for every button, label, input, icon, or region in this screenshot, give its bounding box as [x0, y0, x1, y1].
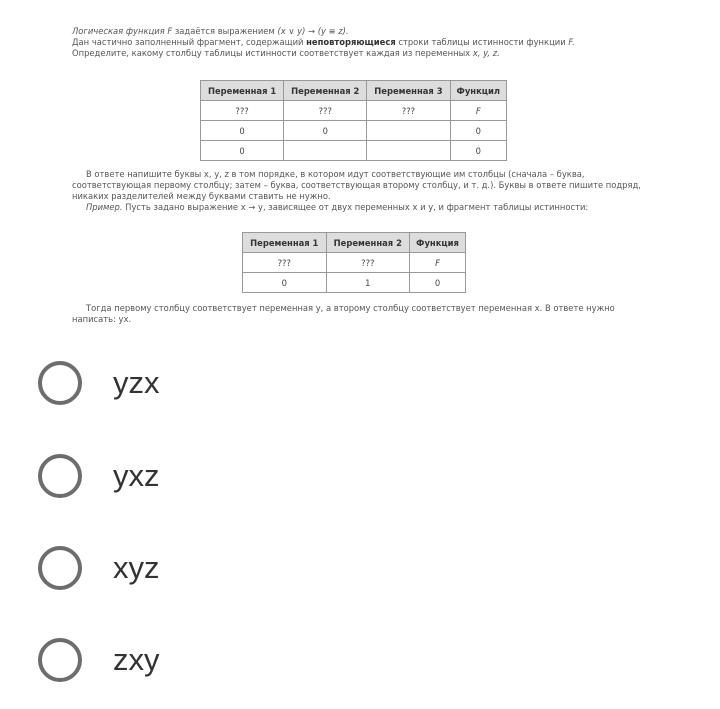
cell: 0	[284, 121, 367, 141]
table-row	[243, 253, 466, 273]
cell: 0	[201, 141, 284, 161]
radio-button[interactable]	[38, 638, 82, 682]
header-cell: Переменная 1	[243, 233, 327, 253]
cell: 0	[410, 273, 466, 293]
header-cell: Функция	[410, 233, 466, 253]
table-row	[201, 141, 507, 161]
header-cell: Переменная 1	[201, 81, 284, 101]
truth-table-1	[200, 80, 507, 161]
answer-option-3[interactable]	[38, 546, 160, 590]
cell: ???	[201, 101, 284, 121]
problem-instructions: В ответе напишите буквы x, y, z в том порядке, в котором идут соответствующие им столбцы (сначала – буква, соответствующая первому столбцу; затем – буква, соответствующая второму столбцу, и т. д.). Буквы в ответе пишите подряд, никаких разделителей между буквами ставить не нужно. Пример. Пусть задано выражение x → y, зависящее от двух переменных x и y, и фрагмент таблицы истинности:	[72, 169, 641, 212]
table-row	[201, 121, 507, 141]
cell: F	[410, 253, 466, 273]
option-label: xyz	[113, 550, 160, 585]
cell: ???	[367, 101, 450, 121]
cell: 0	[243, 273, 327, 293]
cell: 0	[450, 141, 506, 161]
header-cell: Функцил	[450, 81, 506, 101]
answer-option-4[interactable]	[38, 638, 160, 682]
cell	[284, 141, 367, 161]
header-cell: Переменная 2	[326, 233, 410, 253]
cell	[367, 141, 450, 161]
cell: 0	[201, 121, 284, 141]
radio-button[interactable]	[38, 454, 82, 498]
header-cell: Переменная 3	[367, 81, 450, 101]
table-row	[201, 101, 507, 121]
cell: ???	[326, 253, 410, 273]
option-label: yzx	[113, 365, 160, 400]
cell: 0	[450, 121, 506, 141]
option-label: yxz	[113, 458, 160, 493]
cell: ???	[243, 253, 327, 273]
cell	[367, 121, 450, 141]
answer-option-2[interactable]	[38, 454, 160, 498]
option-label: zxy	[113, 642, 160, 677]
cell: ???	[284, 101, 367, 121]
cell: F	[450, 101, 506, 121]
radio-button[interactable]	[38, 546, 82, 590]
truth-table-example	[242, 232, 466, 293]
radio-button[interactable]	[38, 361, 82, 405]
problem-intro: Логическая функция F задаётся выражением (x ∨ y) → (y ≡ z). Дан частично заполненный фрагмент, содержащий неповторяющиеся строки таблицы истинности функции F. Определите, какому столбцу таблицы истинности соответствует каждая из переменных x, y, z.	[72, 26, 575, 58]
table-row	[243, 273, 466, 293]
answer-option-1[interactable]	[38, 361, 160, 405]
cell: 1	[326, 273, 410, 293]
problem-example-answer: Тогда первому столбцу соответствует переменная y, а второму столбцу соответствует переменная x. В ответе нужно написать: yx.	[72, 303, 615, 324]
header-cell: Переменная 2	[284, 81, 367, 101]
